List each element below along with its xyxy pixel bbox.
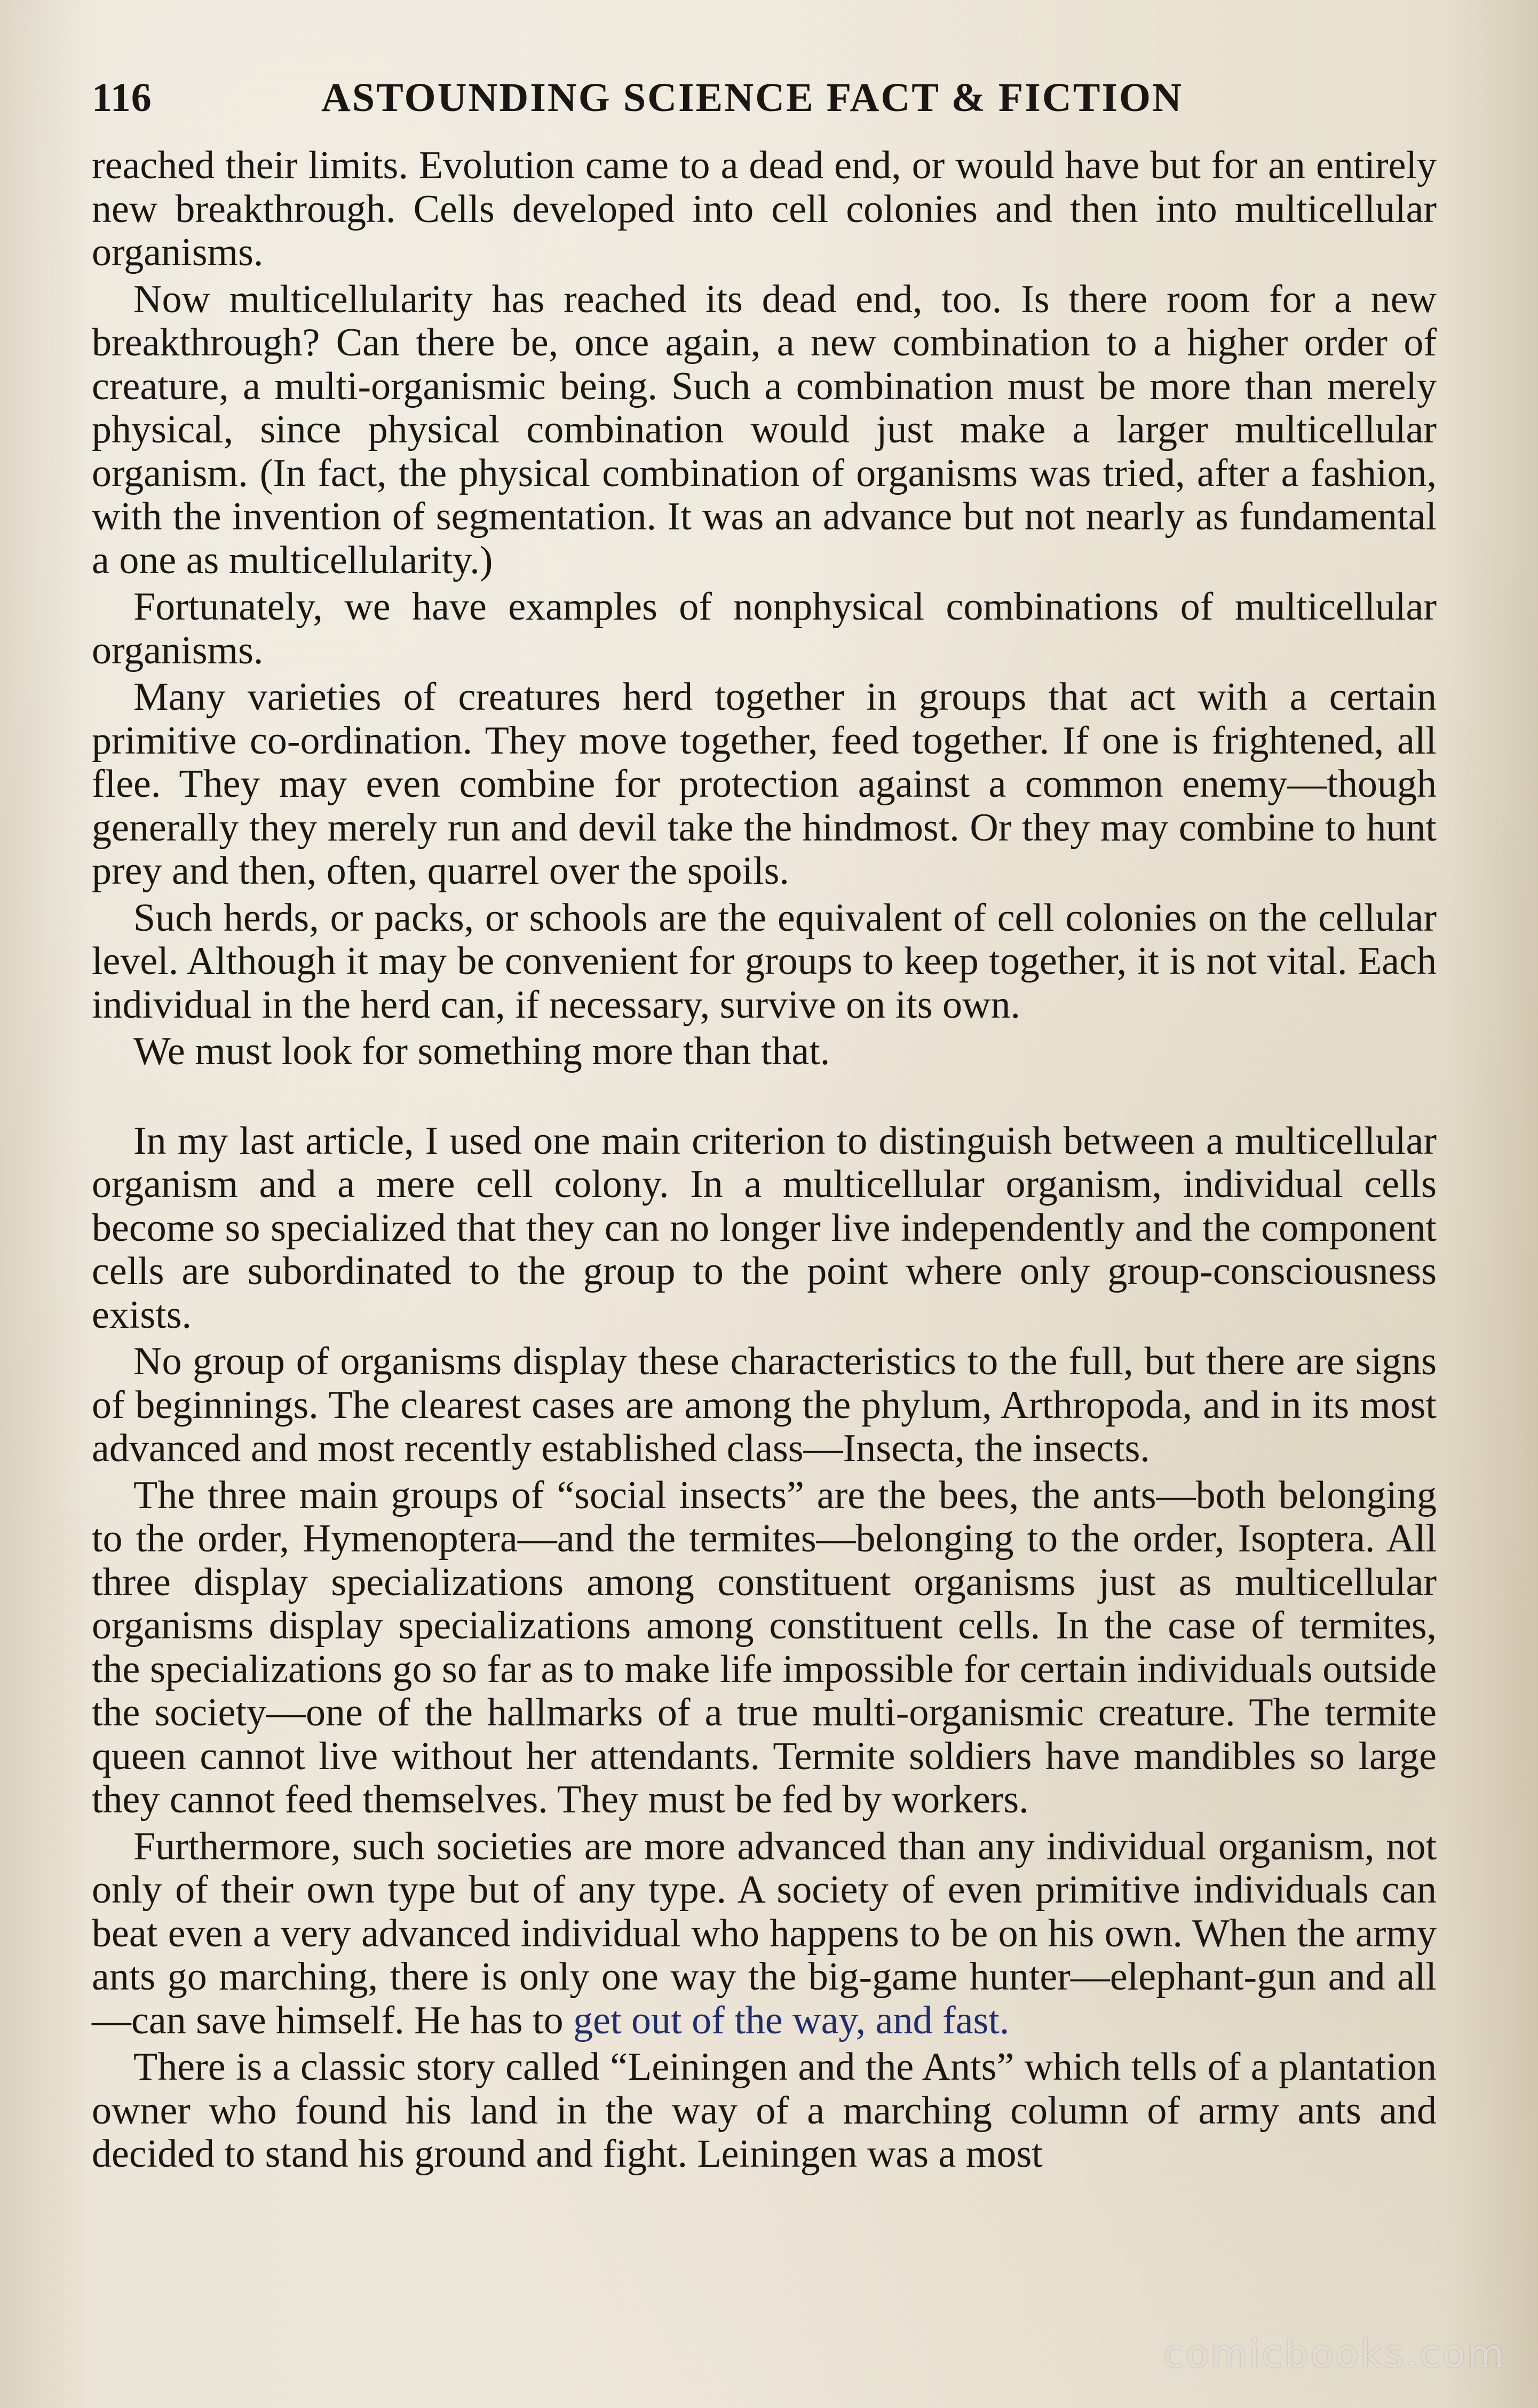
- paragraph: In my last article, I used one main criterion to distinguish between a multicellular organism and a mere cell colony. In a multicellular organism, individual cells become so specialized that they can no longer live independently and the component cells are subordinated to the group to the point where only group-consciousness exists.: [92, 1119, 1437, 1337]
- paragraph: We must look for something more than that.: [133, 1029, 830, 1073]
- blue-ink-phrase: get out of the way, and fast.: [573, 1998, 1010, 2042]
- paragraph: No group of organisms display these characteristics to the full, but there are signs of beginnings. The clearest cases are among the phylum, Arthropoda, and in its most advanced and most recently established class—Insecta, the insects.: [92, 1340, 1437, 1470]
- running-head: ASTOUNDING SCIENCE FACT & FICTION: [321, 75, 1184, 120]
- section-break: [92, 1077, 1437, 1120]
- paragraph: reached their limits. Evolution came to a dead end, or would have but for an entirely new breakthrough. Cells developed into cell colonies and then into multicellular organisms.: [92, 144, 1437, 274]
- paragraph: [92, 1825, 1437, 2043]
- article-body: [92, 144, 1437, 2180]
- paragraph: There is a classic story called “Leiningen and the Ants” which tells of a plantation owner who found his land in the way of a marching column of army ants and decided to stand his ground and fight. Leiningen was a most: [92, 2045, 1437, 2176]
- page-number: 116: [92, 75, 152, 120]
- page-header: [92, 75, 1437, 133]
- paragraph: Fortunately, we have examples of nonphysical combinations of multicellular organisms.: [92, 585, 1437, 672]
- paragraph: The three main groups of “social insects” are the bees, the ants—both belonging to the order, Hymenoptera—and the termites—belonging to the order, Isoptera. All three display specializations among constituent organisms just as multicellular organisms display specializations among constituent cells. In the case of termites, the specializations go so far as to make life impossible for certain individuals outside the society—one of the hallmarks of a true multi-organismic creature. The termite queen cannot live without her attendants. Termite soldiers have mandibles so large they cannot feed themselves. They must be fed by workers.: [92, 1473, 1437, 1821]
- watermark: comicbooks.com: [1163, 2332, 1506, 2376]
- paragraph: Such herds, or packs, or schools are the equivalent of cell colonies on the cellular level. Although it may be convenient for groups to keep together, it is not vital. Each individual in the herd can, if necessary, survive on its own.: [92, 896, 1437, 1027]
- paragraph-text: Furthermore, such societies are more advanced than any individual organism, not only of their own type but of any type. A society of even primitive individuals can beat even a very advanced individual who happens to be on his own. When the army ants go marching, there is only one way the big-game hunter—elephant-gun and all—can save himself. He has to: [92, 1824, 1437, 2042]
- paragraph: Many varieties of creatures herd together in groups that act with a certain primitive co-ordination. They move together, feed together. If one is frightened, all flee. They may even combine for protection against a common enemy—though generally they merely run and devil take the hindmost. Or they may combine to hunt prey and then, often, quarrel over the spoils.: [92, 675, 1437, 893]
- paragraph: Now multicellularity has reached its dead end, too. Is there room for a new breakthrough? Can there be, once again, a new combination to a higher order of creature, a multi-organismic being. Such a combination must be more than merely physical, since physical combination would just make a larger multicellular organism. (In fact, the physical combination of organisms was tried, after a fashion, with the invention of segmentation. It was an advance but not nearly as fundamental a one as multicellularity.): [92, 277, 1437, 582]
